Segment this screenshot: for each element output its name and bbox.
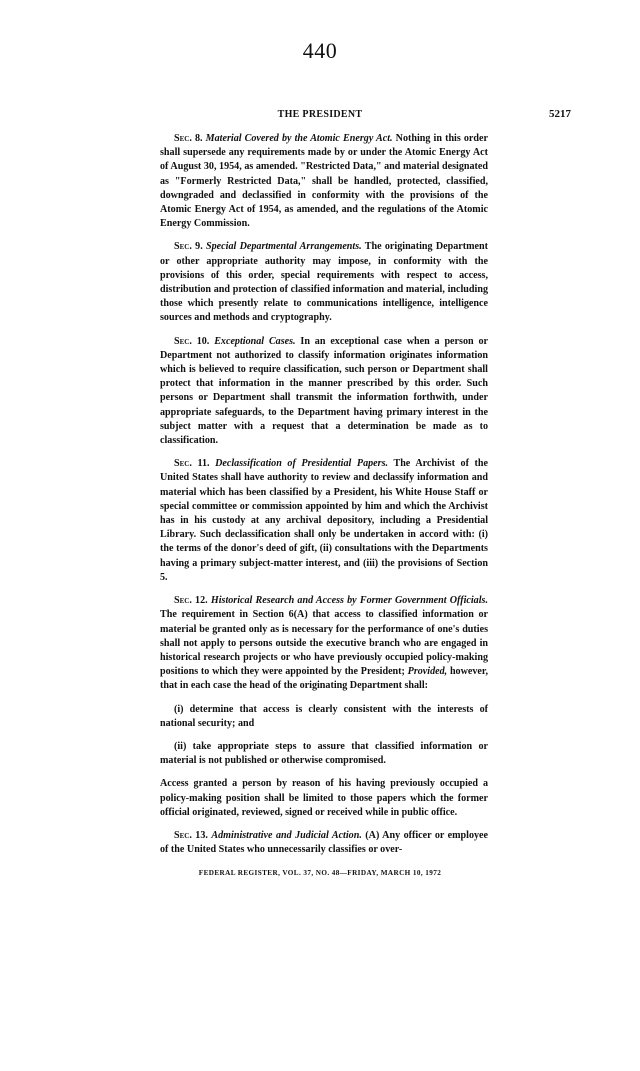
section-heading: Administrative and Judicial Action.	[211, 829, 362, 841]
section-label: Sec. 8.	[174, 133, 203, 144]
federal-register-page-number: 5217	[549, 108, 571, 120]
section-13-paragraph	[160, 829, 488, 857]
section-text: (A) Any officer or employee of the United States who unnecessarily classifies or over-	[160, 829, 489, 856]
section-text: The originating Department or other appropriate authority may impose, in conformity with the provisions of this order, special requirements with respect to access, distribution and protection of classified information and material, including those which presently relate to communications intelligence, intelligence sources and methods and cryptography.	[160, 241, 488, 324]
section-text: The Archivist of the United States shall have authority to review and declassify information and material which has been classified by a President, his White House Staff or special committee or commission appointed by him and which the Archivist has in his custody at any archival depository, including a Presidential Library. Such declassification shall only be undertaken in accord with: (i) the terms of the donor's deed of gift, (ii) consultations with the Departments having a primary subject-matter interest, and (iii) the provisions of Section 5.	[160, 458, 488, 583]
section-text-continued: however, that in each case the head of the originating Department shall:	[160, 666, 488, 692]
running-head: THE PRESIDENT	[277, 109, 363, 120]
section-heading: Special Departmental Arrangements.	[206, 241, 362, 253]
access-limitation-paragraph: Access granted a person by reason of his having previously occupied a policy-making position shall be limited to those papers which the former official originated, reviewed, signed or received while in public office.	[160, 778, 488, 818]
section-text: In an exceptional case when a person or Department not authorized to classify information originates information which is believed to require classification, such person or Department shall protect that information in the manner prescribed by this order. Such persons or Department shall transmit the information forthwith, under appropriate safeguards, to the Department having primary interest in the subject matter with a request that a determination be made as to classification.	[160, 335, 488, 447]
condition-ii: (ii) take appropriate steps to assure that classified information or material is not published or otherwise compromised.	[160, 740, 488, 767]
section-text: The requirement in Section 6(A) that access to classified information or material be granted only as is necessary for the performance of one's duties shall not apply to persons outside the executive branch who are engaged in historical research projects or who have previously occupied policy-making positions to which they were appointed by the President;	[160, 609, 488, 678]
section-heading: Material Covered by the Atomic Energy Act.	[205, 133, 393, 144]
section-9-paragraph	[160, 240, 488, 325]
section-8-paragraph	[160, 132, 488, 231]
section-heading: Historical Research and Access by Former Government Officials.	[210, 595, 488, 607]
section-label: Sec. 12.	[174, 595, 208, 607]
section-label: Sec. 10.	[174, 335, 210, 347]
section-heading: Declassification of Presidential Papers.	[215, 458, 389, 470]
page-number: 440	[302, 38, 338, 63]
section-label: Sec. 13.	[174, 829, 208, 841]
section-10-paragraph	[160, 335, 488, 449]
section-label: Sec. 9.	[174, 241, 203, 253]
section-heading: Exceptional Cases.	[214, 335, 296, 347]
condition-i: (i) determine that access is clearly consistent with the interests of national security; and	[160, 703, 488, 729]
section-12-paragraph	[160, 594, 488, 693]
section-label: Sec. 11.	[174, 458, 210, 470]
section-11-paragraph	[160, 457, 488, 585]
proviso-emphasis: Provided,	[407, 666, 448, 678]
document-body	[160, 132, 488, 866]
section-text: Nothing in this order shall supersede any requirements made by or under the Atomic Energy Act of August 30, 1954, as amended. "Restricted Data," and material designated as "Formerly Restricted Data," shall be handled, protected, classified, downgraded and declassified in conformity with the provisions of the Atomic Energy Act of 1954, as amended, and the regulations of the Atomic Energy Commission.	[160, 133, 488, 230]
federal-register-footer: FEDERAL REGISTER, VOL. 37, NO. 48—FRIDAY, MARCH 10, 1972	[198, 869, 442, 877]
